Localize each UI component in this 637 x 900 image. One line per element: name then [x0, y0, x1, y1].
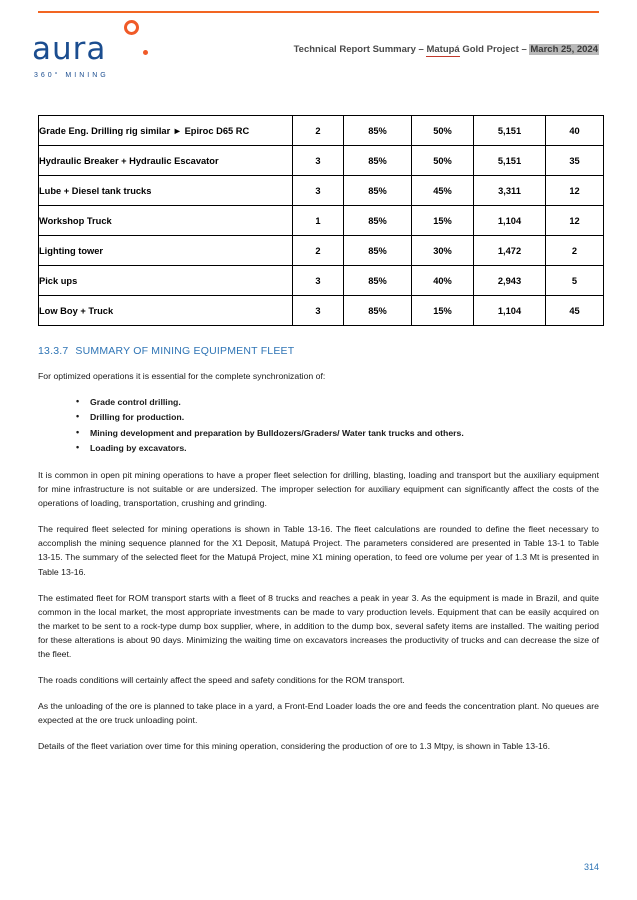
cell-utilization: 40% [412, 266, 474, 296]
header-title-project: Matupá [426, 44, 460, 55]
cell-equipment-name: Lighting tower [39, 236, 293, 266]
cell-units: 5 [546, 266, 604, 296]
aura-logo [32, 31, 182, 79]
cell-hours: 1,104 [474, 296, 546, 326]
cell-units: 2 [546, 236, 604, 266]
paragraph: The required fleet selected for mining operations is shown in Table 13-16. The fleet calculations are rounded to define the fleet necessary to accomplish the mining sequence planned for the X1 Deposit, Matupá Project. The parameters considered are presented in Table 13-1 to Table 13-15. The summary of the selected fleet for the Matupá Project, mine X1 mining operation, to feed ore volume per year of 1.3 Mt is presented in Table 13-16. [38, 524, 599, 577]
table-row [39, 296, 604, 326]
logo-tagline: 360° MINING [34, 72, 109, 79]
cell-availability: 85% [344, 116, 412, 146]
cell-equipment-name: Pick ups [39, 266, 293, 296]
section-intro: For optimized operations it is essential for the complete synchronization of: [38, 371, 326, 381]
section-heading [38, 345, 599, 357]
cell-qty: 3 [293, 296, 344, 326]
cell-availability: 85% [344, 266, 412, 296]
cell-hours: 3,311 [474, 176, 546, 206]
cell-utilization: 45% [412, 176, 474, 206]
cell-qty: 3 [293, 176, 344, 206]
cell-hours: 2,943 [474, 266, 546, 296]
cell-hours: 5,151 [474, 116, 546, 146]
list-item: • Mining development and preparation by Bulldozers/Graders/ Water tank trucks and others. [90, 426, 599, 441]
cell-units: 45 [546, 296, 604, 326]
cell-qty: 2 [293, 236, 344, 266]
cell-availability: 85% [344, 206, 412, 236]
paragraph: Details of the fleet variation over time for this mining operation, considering the production of ore to 1.3 Mtpy, is shown in Table 13-16. [38, 741, 551, 752]
cell-equipment-name: Grade Eng. Drilling rig similar ► Epiroc D65 RC [39, 116, 293, 146]
table-row [39, 176, 604, 206]
logo-wordmark: aura [32, 31, 107, 67]
cell-equipment-name: Workshop Truck [39, 206, 293, 236]
header-title [294, 44, 599, 55]
cell-units: 40 [546, 116, 604, 146]
page-content [38, 345, 599, 765]
cell-availability: 85% [344, 176, 412, 206]
mining-equipment-table [38, 115, 599, 326]
header-title-part1: Technical Report Summary – [293, 44, 427, 55]
header-title-part2: Gold Project – [459, 44, 530, 55]
cell-hours: 5,151 [474, 146, 546, 176]
cell-hours: 1,472 [474, 236, 546, 266]
cell-units: 35 [546, 146, 604, 176]
cell-utilization: 50% [412, 116, 474, 146]
table-row [39, 236, 604, 266]
paragraph: The roads conditions will certainly affect the speed and safety conditions for the ROM transport. [38, 675, 405, 686]
cell-equipment-name: Hydraulic Breaker + Hydraulic Escavator [39, 146, 293, 176]
cell-qty: 2 [293, 116, 344, 146]
header-title-date: March 25, 2024 [530, 44, 598, 55]
cell-availability: 85% [344, 146, 412, 176]
cell-equipment-name: Lube + Diesel tank trucks [39, 176, 293, 206]
synchronization-list [38, 395, 599, 456]
paragraph: As the unloading of the ore is planned to take place in a yard, a Front-End Loader loads the ore and feeds the concentration plant. No queues are expected at the ore truck unloading point. [38, 701, 599, 726]
logo-dot-icon [143, 50, 148, 55]
page-header [0, 20, 637, 90]
table-row [39, 146, 604, 176]
table-row [39, 206, 604, 236]
cell-utilization: 15% [412, 296, 474, 326]
section-title: SUMMARY OF MINING EQUIPMENT FLEET [75, 345, 295, 357]
paragraph: The estimated fleet for ROM transport starts with a fleet of 8 trucks and reaches a peak in year 3. As the equipment is made in Brazil, and quite common in the local market, the most appropriate investments can be made to vary production levels. Equipment that can be easily acquired on the market to be sent to a rock-type dump box supplier, where, in addition to the dump box, several safety items are installed. The waiting period for these alterations is about 90 days. Minimizing the waiting time on excavators increases the productivity of trucks and can decrease the size of the fleet. [38, 592, 599, 659]
cell-utilization: 15% [412, 206, 474, 236]
logo-ring-icon [124, 20, 139, 35]
top-accent-rule [38, 11, 599, 13]
cell-qty: 3 [293, 146, 344, 176]
cell-units: 12 [546, 206, 604, 236]
cell-qty: 1 [293, 206, 344, 236]
table-row [39, 266, 604, 296]
cell-hours: 1,104 [474, 206, 546, 236]
list-item: • Grade control drilling. [90, 395, 599, 410]
cell-qty: 3 [293, 266, 344, 296]
cell-utilization: 50% [412, 146, 474, 176]
paragraph: It is common in open pit mining operations to have a proper fleet selection for drilling, blasting, loading and transport but the auxiliary equipment for mine infrastructure is not suitable or are undersized. The improper selection for auxiliary equipment can significantly affect the costs of the operations of loading, transportation, crushing and grinding. [38, 469, 599, 509]
list-item: • Drilling for production. [90, 410, 599, 425]
cell-utilization: 30% [412, 236, 474, 266]
section-number: 13.3.7 [38, 345, 69, 357]
cell-units: 12 [546, 176, 604, 206]
table-row [39, 116, 604, 146]
list-item: • Loading by excavators. [90, 441, 599, 456]
page-number: 314 [583, 862, 599, 872]
cell-availability: 85% [344, 296, 412, 326]
cell-equipment-name: Low Boy + Truck [39, 296, 293, 326]
cell-availability: 85% [344, 236, 412, 266]
